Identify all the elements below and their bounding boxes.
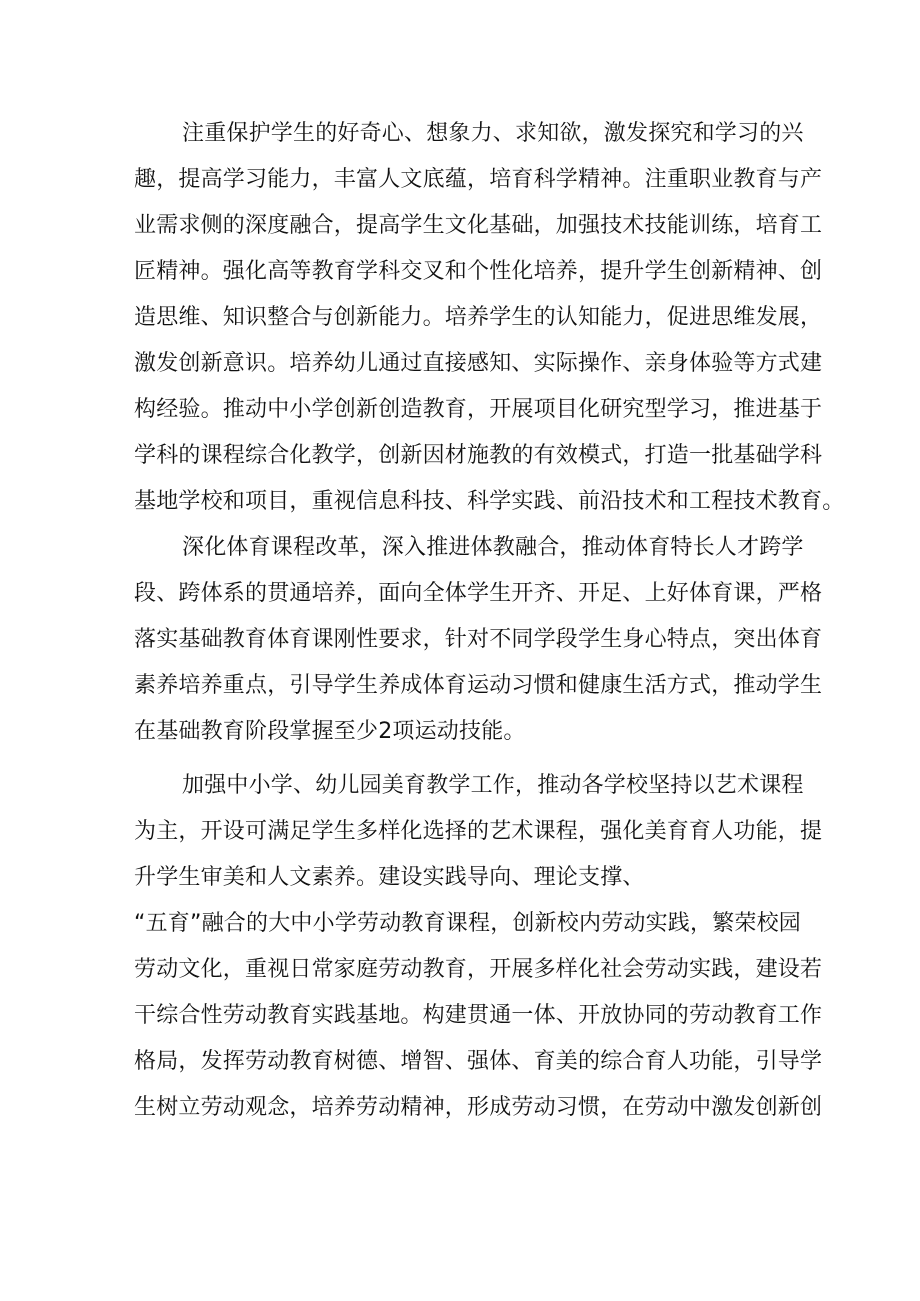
text-line: 格局，发挥劳动教育树德、增智、强体、育美的综合育人功能，引导学 [134,1049,823,1074]
text-line: 段、跨体系的贯通培养，面向全体学生开齐、开足、上好体育课，严格 [134,581,823,606]
text-line: 构经验。推动中小学创新创造教育，开展项目化研究型学习，推进基于 [134,397,823,422]
text-line: “五育”融合的大中小学劳动教育课程，创新校内劳动实践，繁荣校园 [134,911,801,936]
text-line: 造思维、知识整合与创新能力。培养学生的认知能力，促进思维发展， [134,305,823,330]
text-line: 在基础教育阶段掌握至少2项运动技能。 [134,719,526,744]
text-line: 激发创新意识。培养幼儿通过直接感知、实际操作、亲身体验等方式建 [134,351,823,376]
text-line: 深化体育课程改革，深入推进体教融合，推动体育特长人才跨学 [182,535,804,560]
text-line: 干综合性劳动教育实践基地。构建贯通一体、开放协同的劳动教育工作 [134,1003,823,1028]
text-line: 业需求侧的深度融合，提高学生文化基础，加强技术技能训练，培育工 [134,213,823,238]
text-line: 素养培养重点，引导学生养成体育运动习惯和健康生活方式，推动学生 [134,673,823,698]
document-body [134,111,845,1131]
text-line: 加强中小学、幼儿园美育教学工作，推动各学校坚持以艺术课程 [182,773,804,798]
text-line: 为主，开设可满足学生多样化选择的艺术课程，强化美育育人功能，提 [134,819,823,844]
text-line: 趣，提高学习能力，丰富人文底蕴，培育科学精神。注重职业教育与产 [134,167,823,192]
text-line: 匠精神。强化高等教育学科交叉和个性化培养，提升学生创新精神、创 [134,259,823,284]
text-line: 劳动文化，重视日常家庭劳动教育，开展多样化社会劳动实践，建设若 [134,957,823,982]
text-line: 落实基础教育体育课刚性要求，针对不同学段学生身心特点，突出体育 [134,627,823,652]
text-line: 升学生审美和人文素养。建设实践导向、理论支撑、 [134,865,645,890]
text-line: 生树立劳动观念，培养劳动精神，形成劳动习惯，在劳动中激发创新创 [134,1095,823,1120]
paragraph-aesthetic-labor-education [134,763,823,1131]
paragraph-physical-education [134,525,823,755]
text-line: 学科的课程综合化教学，创新因材施教的有效模式，打造一批基础学科 [134,443,823,468]
text-line: 基地学校和项目，重视信息科技、科学实践、前沿技术和工程技术教育。 [134,489,845,514]
paragraph-innovation-education [134,111,845,525]
text-line: 注重保护学生的好奇心、想象力、求知欲，激发探究和学习的兴 [182,121,804,146]
